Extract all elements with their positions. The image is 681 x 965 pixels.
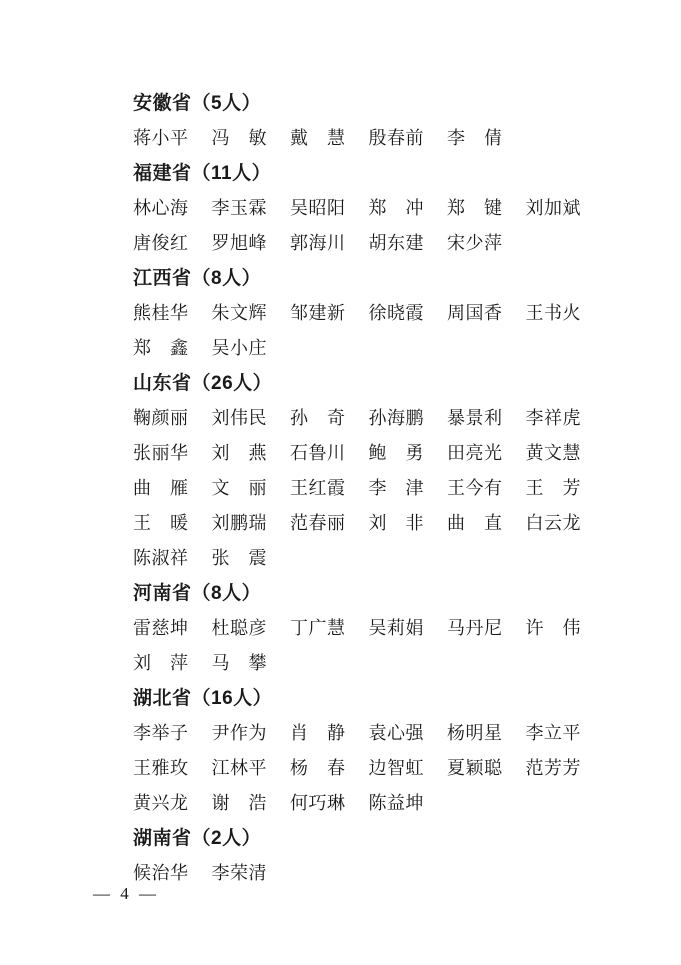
person-count: （2人） bbox=[191, 828, 262, 849]
province-name: 湖南省 bbox=[133, 828, 192, 849]
person-name: 刘 非 bbox=[368, 513, 424, 533]
person-name: 王书火 bbox=[525, 303, 581, 323]
person-name: 王 暖 bbox=[133, 513, 189, 533]
province-header bbox=[133, 576, 603, 611]
person-name: 刘 萍 bbox=[133, 653, 189, 673]
person-name: 徐晓霞 bbox=[368, 303, 424, 323]
person-name: 黄兴龙 bbox=[133, 793, 189, 813]
person-name: 夏颖聪 bbox=[447, 758, 503, 778]
person-name: 雷慈坤 bbox=[133, 618, 189, 638]
names-row bbox=[133, 786, 603, 821]
province-name: 福建省 bbox=[133, 163, 192, 184]
person-name: 曲 雁 bbox=[133, 478, 189, 498]
province-header bbox=[133, 821, 603, 856]
names-row bbox=[133, 506, 603, 541]
province-header bbox=[133, 261, 603, 296]
names-row bbox=[133, 226, 603, 261]
person-name: 刘加斌 bbox=[525, 198, 581, 218]
person-name: 马丹尼 bbox=[447, 618, 503, 638]
person-name: 王雅玫 bbox=[133, 758, 189, 778]
person-name: 李立平 bbox=[525, 723, 581, 743]
person-name: 袁心强 bbox=[368, 723, 424, 743]
person-name: 王今有 bbox=[447, 478, 503, 498]
province-header bbox=[133, 86, 603, 121]
person-name: 李 津 bbox=[368, 478, 424, 498]
names-row bbox=[133, 541, 603, 576]
person-name: 蒋小平 bbox=[133, 128, 189, 148]
person-name: 周国香 bbox=[447, 303, 503, 323]
person-name: 熊桂华 bbox=[133, 303, 189, 323]
province-header bbox=[133, 156, 603, 191]
person-name: 吴昭阳 bbox=[290, 198, 346, 218]
person-name: 张 震 bbox=[211, 548, 267, 568]
person-name: 马 攀 bbox=[211, 653, 267, 673]
person-name: 胡东建 bbox=[368, 233, 424, 253]
person-name: 边智虹 bbox=[368, 758, 424, 778]
person-name: 尹作为 bbox=[211, 723, 267, 743]
person-name: 候治华 bbox=[133, 863, 189, 883]
person-name: 李祥虎 bbox=[525, 408, 581, 428]
province-name: 河南省 bbox=[133, 583, 192, 604]
person-name: 谢 浩 bbox=[211, 793, 267, 813]
page-number: — 4 — bbox=[93, 884, 159, 903]
person-name: 郭海川 bbox=[290, 233, 346, 253]
person-name: 王红霞 bbox=[290, 478, 346, 498]
person-name: 吴小庄 bbox=[211, 338, 267, 358]
person-name: 宋少萍 bbox=[447, 233, 503, 253]
person-name: 刘伟民 bbox=[211, 408, 267, 428]
province-name: 湖北省 bbox=[133, 688, 192, 709]
sections-container bbox=[133, 86, 603, 891]
person-count: （8人） bbox=[191, 268, 262, 289]
person-name: 何巧琳 bbox=[290, 793, 346, 813]
person-name: 邹建新 bbox=[290, 303, 346, 323]
province-header bbox=[133, 681, 603, 716]
names-row bbox=[133, 716, 603, 751]
province-header bbox=[133, 366, 603, 401]
person-name: 范春丽 bbox=[290, 513, 346, 533]
person-name: 张丽华 bbox=[133, 443, 189, 463]
names-row bbox=[133, 191, 603, 226]
person-name: 李 倩 bbox=[447, 128, 503, 148]
province-name: 安徽省 bbox=[133, 93, 192, 114]
person-count: （8人） bbox=[191, 583, 262, 604]
person-name: 唐俊红 bbox=[133, 233, 189, 253]
person-name: 肖 静 bbox=[290, 723, 346, 743]
person-name: 王 芳 bbox=[525, 478, 581, 498]
names-row bbox=[133, 611, 603, 646]
person-name: 丁广慧 bbox=[290, 618, 346, 638]
person-name: 戴 慧 bbox=[290, 128, 346, 148]
person-name: 江林平 bbox=[211, 758, 267, 778]
person-name: 冯 敏 bbox=[211, 128, 267, 148]
person-name: 石鲁川 bbox=[290, 443, 346, 463]
person-name: 杜聪彦 bbox=[211, 618, 267, 638]
names-row bbox=[133, 646, 603, 681]
person-name: 陈淑祥 bbox=[133, 548, 189, 568]
names-row bbox=[133, 401, 603, 436]
person-name: 李玉霖 bbox=[211, 198, 267, 218]
person-name: 刘 燕 bbox=[211, 443, 267, 463]
names-row bbox=[133, 121, 603, 156]
names-row bbox=[133, 856, 603, 891]
person-name: 李荣清 bbox=[211, 863, 267, 883]
person-name: 郑 鑫 bbox=[133, 338, 189, 358]
person-name: 许 伟 bbox=[525, 618, 581, 638]
province-name: 江西省 bbox=[133, 268, 192, 289]
person-name: 孙 奇 bbox=[290, 408, 346, 428]
person-name: 杨明星 bbox=[447, 723, 503, 743]
person-name: 吴莉娟 bbox=[368, 618, 424, 638]
province-name: 山东省 bbox=[133, 373, 192, 394]
names-row bbox=[133, 471, 603, 506]
names-row bbox=[133, 331, 603, 366]
person-count: （26人） bbox=[191, 373, 273, 394]
person-name: 文 丽 bbox=[211, 478, 267, 498]
person-count: （16人） bbox=[191, 688, 273, 709]
person-name: 刘鹏瑞 bbox=[211, 513, 267, 533]
names-row bbox=[133, 751, 603, 786]
person-name: 郑 冲 bbox=[368, 198, 424, 218]
person-name: 郑 键 bbox=[447, 198, 503, 218]
person-name: 田亮光 bbox=[447, 443, 503, 463]
person-name: 鞠颜丽 bbox=[133, 408, 189, 428]
person-name: 鲍 勇 bbox=[368, 443, 424, 463]
names-row bbox=[133, 296, 603, 331]
person-name: 曲 直 bbox=[447, 513, 503, 533]
person-name: 范芳芳 bbox=[525, 758, 581, 778]
names-row bbox=[133, 436, 603, 471]
person-name: 李举子 bbox=[133, 723, 189, 743]
person-name: 孙海鹏 bbox=[368, 408, 424, 428]
person-name: 陈益坤 bbox=[368, 793, 424, 813]
person-name: 黄文慧 bbox=[525, 443, 581, 463]
person-name: 杨 春 bbox=[290, 758, 346, 778]
person-name: 殷春前 bbox=[368, 128, 424, 148]
person-count: （5人） bbox=[191, 93, 262, 114]
person-name: 暴景利 bbox=[447, 408, 503, 428]
person-name: 朱文辉 bbox=[211, 303, 267, 323]
person-name: 罗旭峰 bbox=[211, 233, 267, 253]
person-name: 白云龙 bbox=[525, 513, 581, 533]
person-count: （11人） bbox=[191, 163, 272, 184]
person-name: 林心海 bbox=[133, 198, 189, 218]
